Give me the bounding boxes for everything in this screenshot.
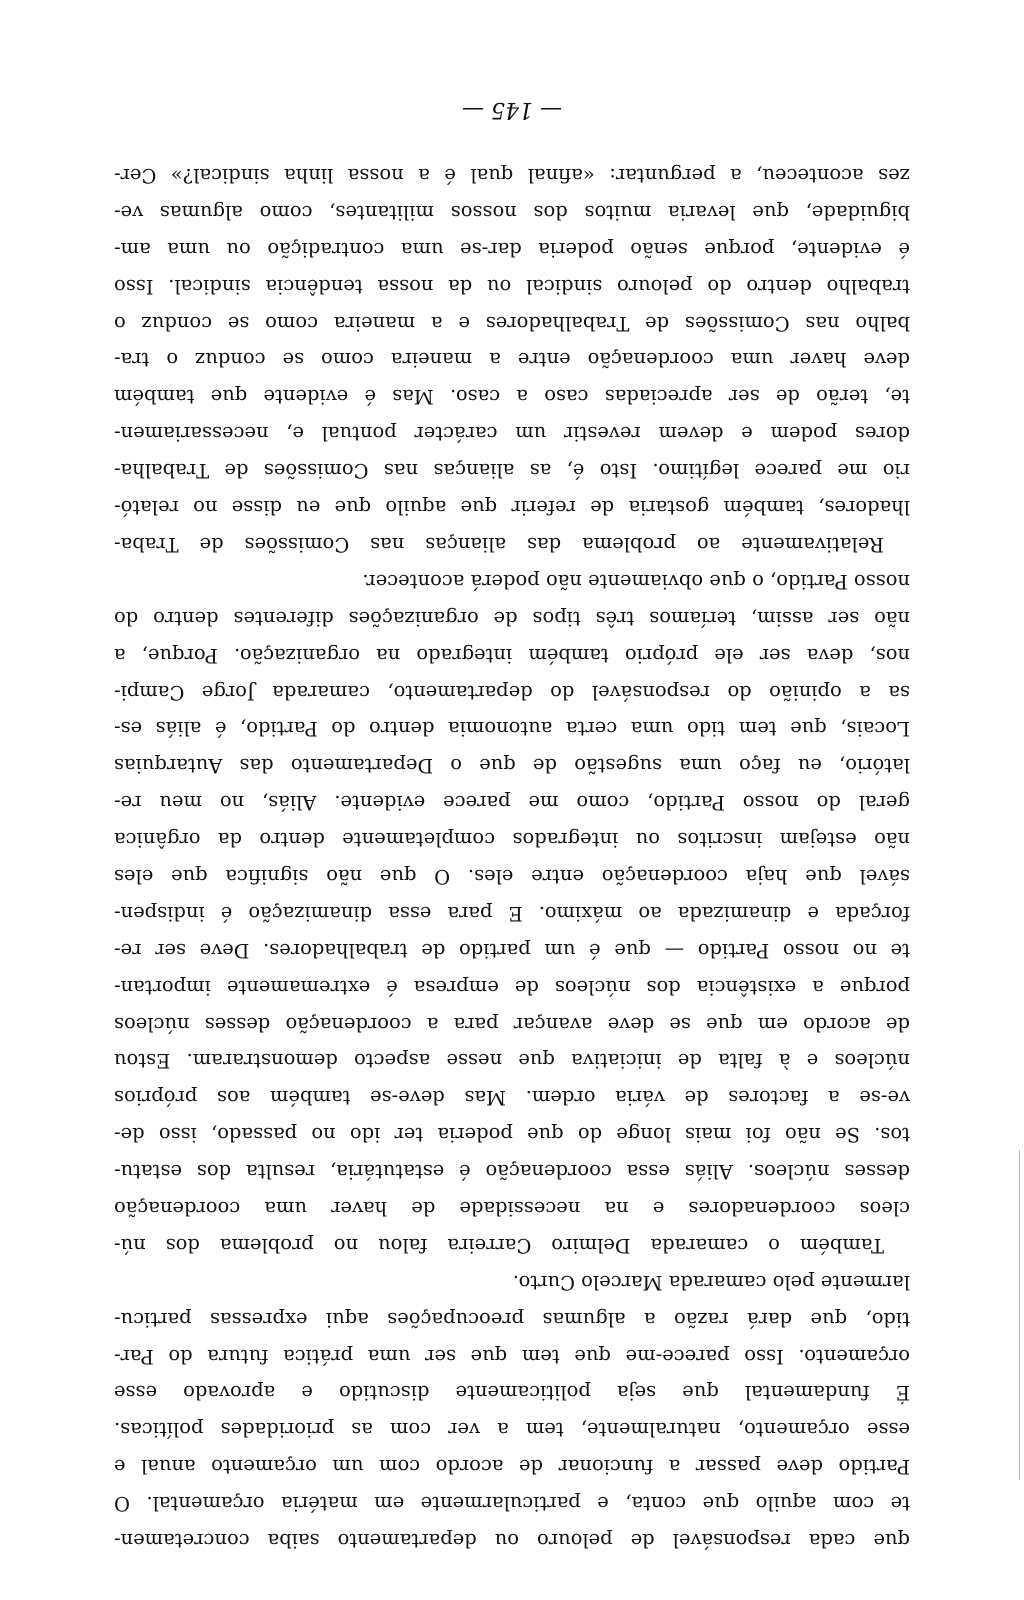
text-line: tos. Se não foi mais longe do que poderia ter ido no passado, isso de- — [114, 1123, 910, 1147]
text-line: nosso Partido, o que obviamente não poderá acontecer. — [362, 569, 910, 593]
text-line: Locais, que tem tido uma certa autonomia dentro do Partido, é aliás es- — [114, 717, 910, 741]
text-line: sável que haja coordenação entre eles. O que não significa que eles — [114, 864, 910, 888]
text-line: te no nosso Partido — que é um partido de trabalhadores. Deve ser re- — [114, 938, 910, 962]
text-line: te com aquilo que conta, e particularmente em matéria orçamental. O — [114, 1492, 910, 1516]
text-line: não estejam inscritos ou integrados completamente dentro da orgânica — [114, 828, 910, 852]
text-line: desses núcleos. Aliás essa coordenação é estatutária, resulta dos estatu- — [114, 1160, 910, 1184]
text-line: trabalho dentro do pelouro sindical ou da nossa tendência sindical. Isso — [114, 274, 910, 298]
text-line: larmente pelo camarada Marcelo Curto. — [512, 1270, 910, 1294]
text-line: sa a opinião do responsável do departamento, camarada Jorge Campi- — [114, 680, 910, 704]
text-line: dores podem e devem revestir um carácter pontual e, necessariamen- — [114, 422, 910, 446]
text-line: cleos coordenadores e na necessidade de haver uma coordenação — [114, 1196, 910, 1220]
text-line: ve-se a factores de vária ordem. Mas deve-se também aos próprios — [114, 1086, 910, 1110]
text-line: não ser assim, teríamos três tipos de organizações diferentes dentro do — [114, 606, 910, 630]
text-line: zes aconteceu, a perguntar: «afinal qual é a nossa linha sindical?» Cer- — [114, 164, 910, 188]
text-line: é evidente, porque senão poderia dar-se uma contradição ou uma am- — [114, 237, 910, 261]
text-line: nos, deva ser ele próprio também integrado na organização. Porque, a — [114, 643, 910, 667]
text-line: tido, que dará razão a algumas preocupações aqui expressas particu- — [114, 1307, 910, 1331]
text-line: lhadores, também gostaria de referir que aquilo que eu disse no relató- — [114, 496, 910, 520]
text-line: balho nas Comissões de Trabalhadores e a maneira como se conduz o — [114, 311, 910, 335]
text-line: rio me parece legítimo. Isto é, as alianças nas Comissões de Trabalha- — [114, 459, 910, 483]
page-number: — 145 — — [462, 97, 562, 122]
text-line: que cada responsável de pelouro ou departamento saiba concretamen- — [114, 1529, 910, 1552]
text-line: orçamento. Isso parece-me que tem que ser uma prática futura do Par- — [114, 1344, 910, 1368]
text-line: Relativamente ao problema das alianças nas Comissões de Traba- — [114, 532, 884, 556]
text-line: deve haver uma coordenação entre a maneira como se conduz o tra- — [114, 348, 910, 372]
text-line: Partido deve passar a funcionar de acordo com um orçamento anual e — [114, 1455, 910, 1479]
text-line: forçada e dinamizada ao máximo. E para essa dinamização é indispen- — [114, 901, 910, 925]
text-line: de acordo em que se deve avançar para a coordenação desses núcleos — [114, 1012, 910, 1036]
text-line: Também o camarada Delmiro Carreira falou no problema dos nú- — [114, 1233, 884, 1257]
text-line: esse orçamento, naturalmente, tem a ver com as prioridades políticas. — [114, 1418, 910, 1442]
body-text — [114, 156, 910, 1558]
text-line: biguidade, que levaria muitos dos nossos militantes, como algumas ve- — [114, 200, 910, 224]
text-line: latório, eu faço uma sugestão de que o Departamento das Autarquias — [114, 754, 910, 778]
text-line: te, terão de ser apreciadas caso a caso. Mas é evidente que também — [114, 385, 910, 409]
text-line: É fundamental que seja politicamente discutido e aprovado esse — [114, 1381, 910, 1405]
scan-edge-line — [1019, 1150, 1020, 1480]
text-line: núcleos e à falta de iniciativa que nesse aspecto demonstraram. Estou — [114, 1049, 910, 1073]
text-line: geral do nosso Partido, como me parece evidente. Aliás, no meu re- — [114, 791, 910, 815]
text-line: porque a existência dos núcleos de empresa é extremamente importan- — [114, 975, 910, 999]
